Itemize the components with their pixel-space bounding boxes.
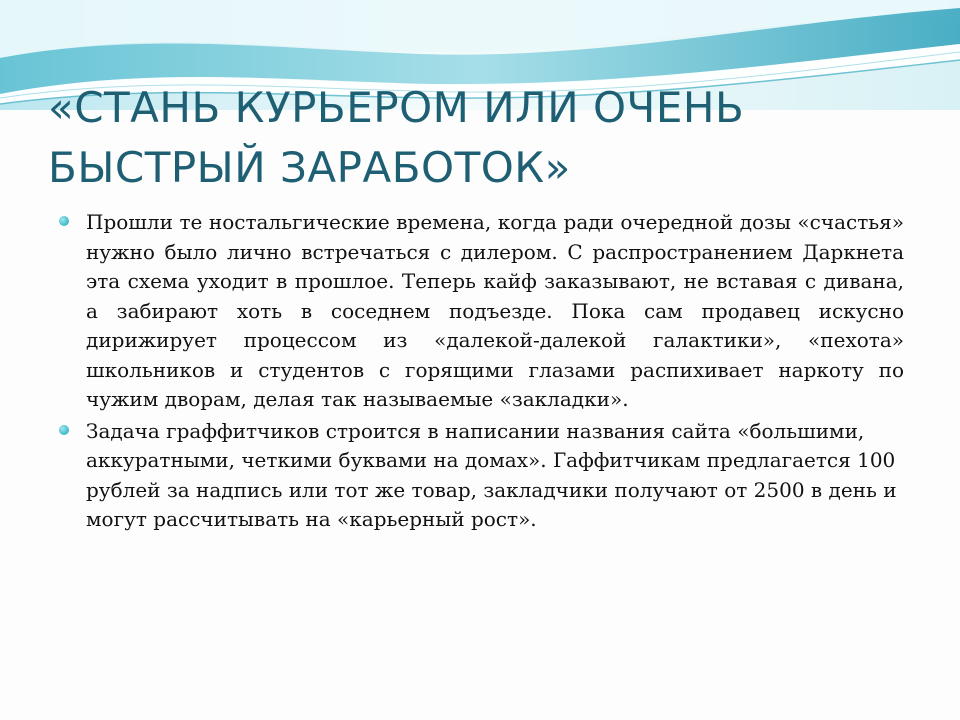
- bullet-list: [56, 208, 904, 537]
- bullet-dot-icon: [59, 425, 69, 435]
- list-item: [56, 208, 904, 415]
- slide-title: «СТАНЬ КУРЬЕРОМ ИЛИ ОЧЕНЬ БЫСТРЫЙ ЗАРАБОТОК»: [48, 83, 745, 192]
- bullet-text: Задача граффитчиков строится в написании названия сайта «большими, аккуратными, четкими буквами на домах». Гаффитчикам предлагается 100 рублей за надпись или тот же товар, закладчики получают от 2500 в день и могут рассчитывать на «карьерный рост».: [86, 418, 897, 531]
- bullet-dot-icon: [59, 216, 69, 226]
- bullet-text: Прошли те ностальгические времена, когда ради очередной дозы «счастья» нужно было лично встречаться с дилером. С распространением Даркнета эта схема уходит в прошлое. Теперь кайф заказывают, не вставая с дивана, а забирают хоть в соседнем подъезде. Пока сам продавец искусно дирижирует процессом из «далекой-далекой галактики», «пехота» школьников и студентов с горящими глазами распихивает наркоту по чужим дворам, делая так называемые «закладки».: [86, 210, 904, 411]
- list-item: [56, 417, 904, 535]
